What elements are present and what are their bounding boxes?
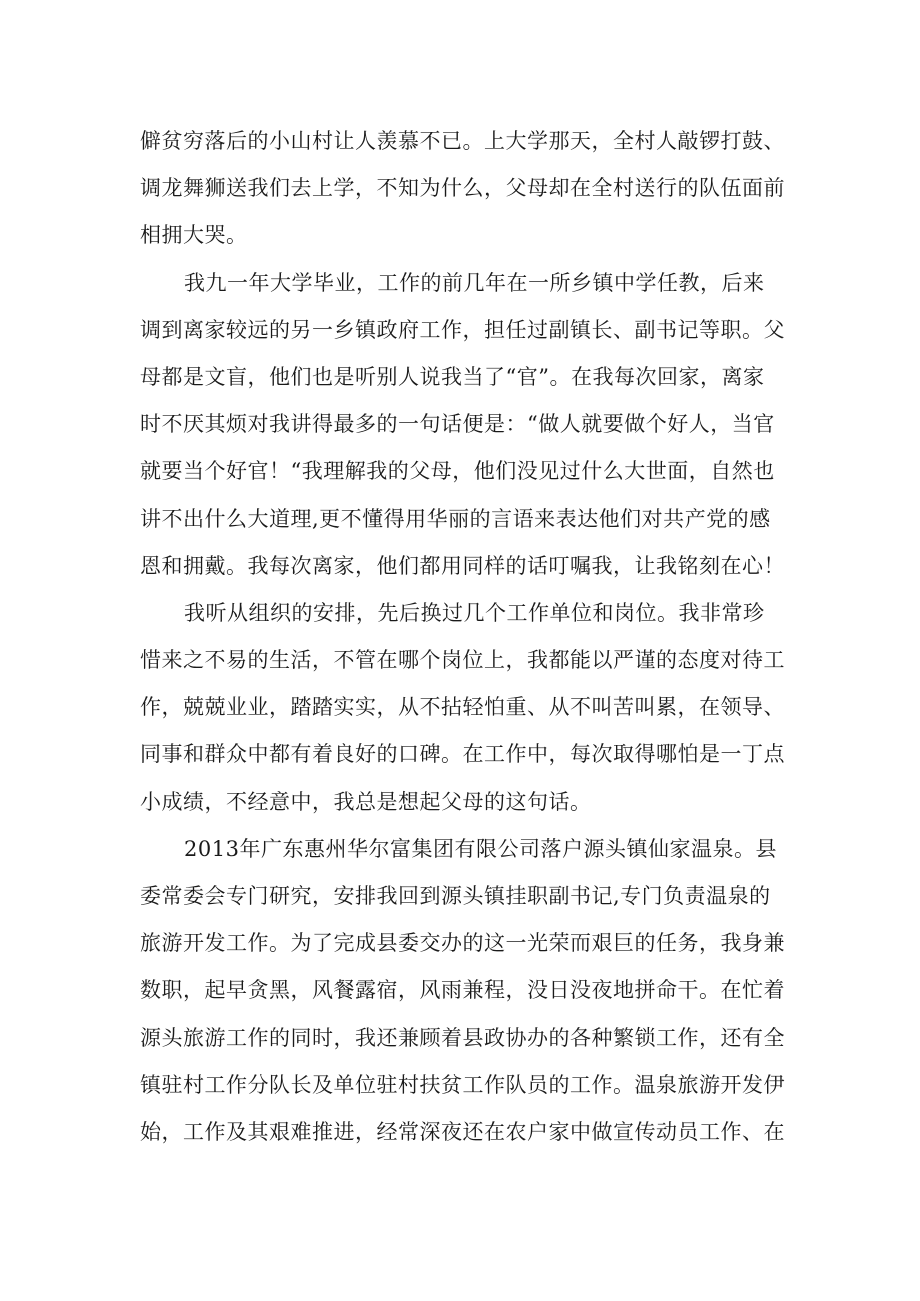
text-line: 调龙舞狮送我们去上学，不知为什么，父母却在全村送行的队伍面前 [140, 176, 785, 201]
text-line: 2013年广东惠州华尔富集团有限公司落户源头镇仙家温泉。县 [184, 836, 777, 861]
text-line: 源头旅游工作的同时，我还兼顾着县政协办的各种繁锁工作，还有全 [140, 1025, 785, 1050]
text-line: 旅游开发工作。为了完成县委交办的这一光荣而艰巨的任务，我身兼 [140, 931, 785, 956]
text-line: 我九一年大学毕业，工作的前几年在一所乡镇中学任教，后来 [184, 270, 765, 295]
text-line: 就要当个好官！“我理解我的父母，他们没见过什么大世面，自然也 [140, 459, 775, 484]
text-line: 恩和拥戴。我每次离家，他们都用同样的话叮嘱我，让我铭刻在心！ [140, 553, 785, 578]
text-line: 同事和群众中都有着良好的口碑。在工作中，每次取得哪怕是一丁点 [140, 742, 785, 767]
text-line: 委常委会专门研究，安排我回到源头镇挂职副书记,专门负责温泉的 [140, 884, 771, 908]
text-line: 小成绩，不经意中，我总是想起父母的这句话。 [140, 789, 592, 814]
text-line: 时不厌其烦对我讲得最多的一句话便是：“做人就要做个好人，当官 [140, 412, 775, 437]
text-line: 调到离家较远的另一乡镇政府工作，担任过副镇长、副书记等职。父 [140, 317, 785, 342]
body-text [140, 118, 800, 1156]
text-line: 母都是文盲，他们也是听别人说我当了“官”。在我每次回家，离家 [140, 364, 765, 389]
text-line: 数职，起早贪黑，风餐露宿，风雨兼程，没日没夜地拼命干。在忙着 [140, 978, 785, 1003]
text-line: 相拥大哭。 [140, 223, 248, 248]
text-line: 惜来之不易的生活，不管在哪个岗位上，我都能以严谨的态度对待工 [140, 648, 785, 673]
text-line: 始，工作及其艰难推进，经常深夜还在农户家中做宣传动员工作、在 [140, 1119, 785, 1144]
text-line: 镇驻村工作分队长及单位驻村扶贫工作队员的工作。温泉旅游开发伊 [140, 1072, 785, 1097]
text-line: 僻贫穷落后的小山村让人羡慕不已。上大学那天，全村人敲锣打鼓、 [140, 129, 785, 153]
text-line: 讲不出什么大道理,更不懂得用华丽的言语来表达他们对共产党的感 [140, 506, 771, 531]
text-line: 我听从组织的安排，先后换过几个工作单位和岗位。我非常珍 [184, 600, 765, 625]
text-line: 作，兢兢业业，踏踏实实，从不拈轻怕重、从不叫苦叫累，在领导、 [140, 695, 785, 720]
